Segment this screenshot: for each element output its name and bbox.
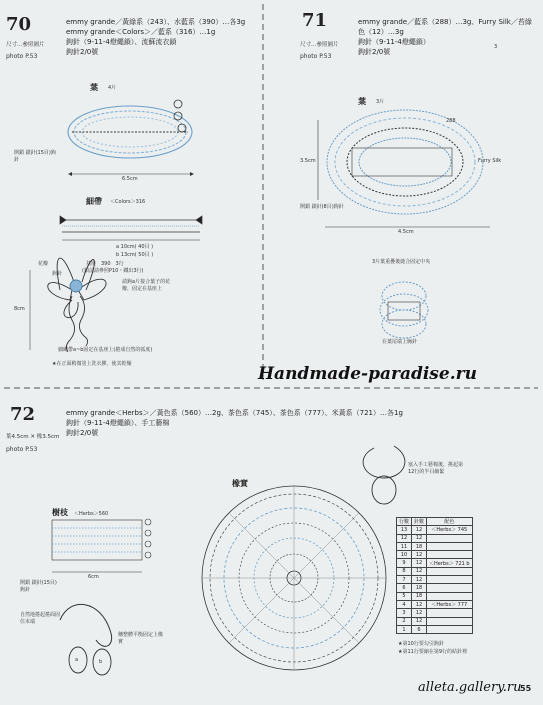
watermark-bottom: alleta.gallery.ru <box>418 680 522 695</box>
table-cell <box>427 567 473 575</box>
width-71: 4.5cm <box>398 229 414 235</box>
table-cell: 11 <box>397 542 412 550</box>
table-cell <box>427 534 473 542</box>
table-row <box>397 551 473 559</box>
photo-ref-71: photo P.53 <box>300 53 332 60</box>
bottom-note2-70: ★在正面稍微塗上洗衣膠，使其乾燥 <box>52 361 132 367</box>
flower-height-70: 8cm <box>14 306 25 312</box>
branch-width-72: 6cm <box>88 574 99 580</box>
table-row <box>397 526 473 534</box>
table-header-row <box>397 518 473 526</box>
flower-note1-70: (鎖法請參照P10・鐵出3行) <box>82 268 144 274</box>
material-line: emmy grande／藍系（288）…3g、Furry Silk／苔綠 <box>358 18 532 26</box>
table-row <box>397 576 473 584</box>
table-cell: ＜Herbs＞ 721 b <box>427 559 473 567</box>
material-line: 鉤針2/0號 <box>66 48 99 56</box>
flower-note3-70: 請鉤a片接合葉子的花瓣，固定在基座上 <box>122 279 171 292</box>
table-row <box>397 542 473 550</box>
table-row <box>397 592 473 600</box>
table-cell: ＜Herbs＞ 745 <box>427 526 473 534</box>
table-cell <box>427 625 473 633</box>
flower-color-70: 基座 390 3行 <box>86 261 124 267</box>
size-label-72: 葉4.5cm ✕ 橡3.5cm <box>6 434 60 440</box>
table-cell: 12 <box>412 609 427 617</box>
leaf-diagram-70 <box>68 106 194 176</box>
branch-note-72: 自然地捲起捲面固住末端 <box>20 612 61 625</box>
table-cell: 13 <box>397 526 412 534</box>
assembly-note-71: 在葉尾端上胸針 <box>382 339 418 345</box>
material-line: 鉤針2/0號 <box>66 429 99 437</box>
height-71: 3.5cm <box>300 158 316 164</box>
table-row <box>397 617 473 625</box>
corner-mark-71: 3 <box>494 44 498 50</box>
branch-start-72: 開鎖 鎖針(15目)鉤針 <box>20 580 57 593</box>
table-header: 行數 <box>397 518 412 526</box>
table-cell: 12 <box>412 576 427 584</box>
bottom-note1-70: 細繩帶a~b固定在基座上(捲成自然的弧度) <box>58 347 153 353</box>
table-cell: 12 <box>412 526 427 534</box>
table-cell: 9 <box>397 559 412 567</box>
table-cell: 8 <box>397 567 412 575</box>
material-line: 鉤針2/0號 <box>358 48 391 56</box>
ribbon-color-70: ＜Colors＞316 <box>110 199 146 205</box>
table-note1-72: ★第10行要勾引鉤針 <box>398 641 444 647</box>
size-label-70: 尺寸…參照圖片 <box>6 42 45 48</box>
branch-title-72: 樹枝 <box>52 508 68 517</box>
pattern-number-70: 70 <box>6 14 32 35</box>
assembly-diagram-71 <box>380 282 428 338</box>
table-cell: 7 <box>397 576 412 584</box>
table-cell: 5 <box>397 592 412 600</box>
acorn-title-72: 橡實 <box>232 479 248 488</box>
ribbon-b-70: b 13cm( 50目 ) <box>116 252 154 258</box>
material-line: emmy grande／黃綠系（243）、水藍系（390）…各3g <box>66 18 246 26</box>
ribbon-title-70: 細帶 <box>86 197 102 206</box>
table-cell: ＜Herbs＞ 777 <box>427 600 473 608</box>
flower-label-70: 花瓣 <box>38 261 49 267</box>
table-cell: 12 <box>412 567 427 575</box>
table-row <box>397 534 473 542</box>
ribbon-a-70: a 10cm( 40目 ) <box>116 244 154 250</box>
table-row <box>397 600 473 608</box>
table-row <box>397 559 473 567</box>
branch-diagram-72 <box>52 519 151 675</box>
start-label-71: 開鎖 鎖針(8目)鉤針 <box>300 204 344 210</box>
table-note2-72: ★第11行要縮在第9行的結針裡 <box>398 649 468 655</box>
table-cell: 18 <box>412 592 427 600</box>
material-line: 鉤針（9-11-4燈繩鎖）、流蘇流衣鎖 <box>66 38 177 46</box>
table-cell: 12 <box>412 559 427 567</box>
table-cell <box>427 609 473 617</box>
material-line: 色（12）…3g <box>358 28 404 36</box>
furry-label-71: Furry Silk <box>478 158 502 164</box>
table-cell <box>427 584 473 592</box>
table-cell: 12 <box>412 617 427 625</box>
leaf-count-70: 4片 <box>108 85 117 91</box>
flower-note2-70: 鉤針 <box>52 271 63 277</box>
materials-70 <box>66 17 245 57</box>
material-line: emmy grande＜Colors＞／藍系（316）…1g <box>66 28 216 36</box>
watermark-center: Handmade-paradise.ru <box>258 364 477 384</box>
round-count-table <box>396 517 473 634</box>
materials-72 <box>66 408 403 438</box>
table-cell: 12 <box>397 534 412 542</box>
table-cell <box>427 551 473 559</box>
branch-a-72: a <box>75 657 79 663</box>
assembly-title-71: 3片葉重疊後縫合固定中央 <box>372 259 431 265</box>
ribbon-diagram-70 <box>60 216 202 240</box>
leaf-start-label-70: 開鎖 鎖針(15目)鉤針 <box>14 150 56 163</box>
leaf-count-71: 3片 <box>376 99 385 105</box>
table-row <box>397 609 473 617</box>
table-cell: 18 <box>412 584 427 592</box>
page-number: 55 <box>520 684 532 693</box>
material-line: emmy grande＜Herbs＞／黃色系（560）…2g、茶色系（745）、茶色系（777）、米黃系（721）…各1g <box>66 409 403 417</box>
acorn-note-72: 塞入手工藝棉後，挑起第12行的半目縮緊 <box>408 462 464 475</box>
table-cell <box>427 576 473 584</box>
leaf-width-70: 6.5cm <box>122 176 138 182</box>
table-header: 針數 <box>412 518 427 526</box>
table-cell: 4 <box>397 600 412 608</box>
photo-ref-72: photo P.53 <box>6 446 38 453</box>
table-cell: 10 <box>397 551 412 559</box>
table-cell <box>427 542 473 550</box>
table-cell: 2 <box>397 617 412 625</box>
table-cell: 18 <box>412 542 427 550</box>
leaf-title-71: 葉 <box>358 97 366 106</box>
material-line: 鉤針（9-11-4燈繩鎖） <box>358 38 430 46</box>
table-row <box>397 584 473 592</box>
table-cell: 12 <box>412 551 427 559</box>
table-cell <box>427 617 473 625</box>
stitch-code-71: 288 <box>446 118 456 124</box>
branch-note2-72: 穗整體平衡固定上橡實 <box>118 632 164 645</box>
material-line: 鉤針（9-11-4燈繩鎖）、手工藝棉 <box>66 419 170 427</box>
table-cell: 1 <box>397 625 412 633</box>
pattern-number-72: 72 <box>10 404 36 425</box>
table-cell: 6 <box>397 584 412 592</box>
table-row <box>397 567 473 575</box>
table-row <box>397 625 473 633</box>
leaf-title-70: 葉 <box>90 83 98 92</box>
table-cell: 12 <box>412 600 427 608</box>
photo-ref-70: photo P.53 <box>6 53 38 60</box>
table-body <box>397 526 473 634</box>
branch-b-72: b <box>99 659 103 665</box>
pattern-number-71: 71 <box>302 10 328 31</box>
table-cell: 6 <box>412 625 427 633</box>
materials-71 <box>358 17 532 57</box>
table-cell <box>427 592 473 600</box>
table-cell: 12 <box>412 534 427 542</box>
size-label-71: 尺寸…參照圖片 <box>300 42 339 48</box>
table-cell: 3 <box>397 609 412 617</box>
table-header: 配色 <box>427 518 473 526</box>
branch-color-72: ＜Herbs＞560 <box>74 511 109 517</box>
